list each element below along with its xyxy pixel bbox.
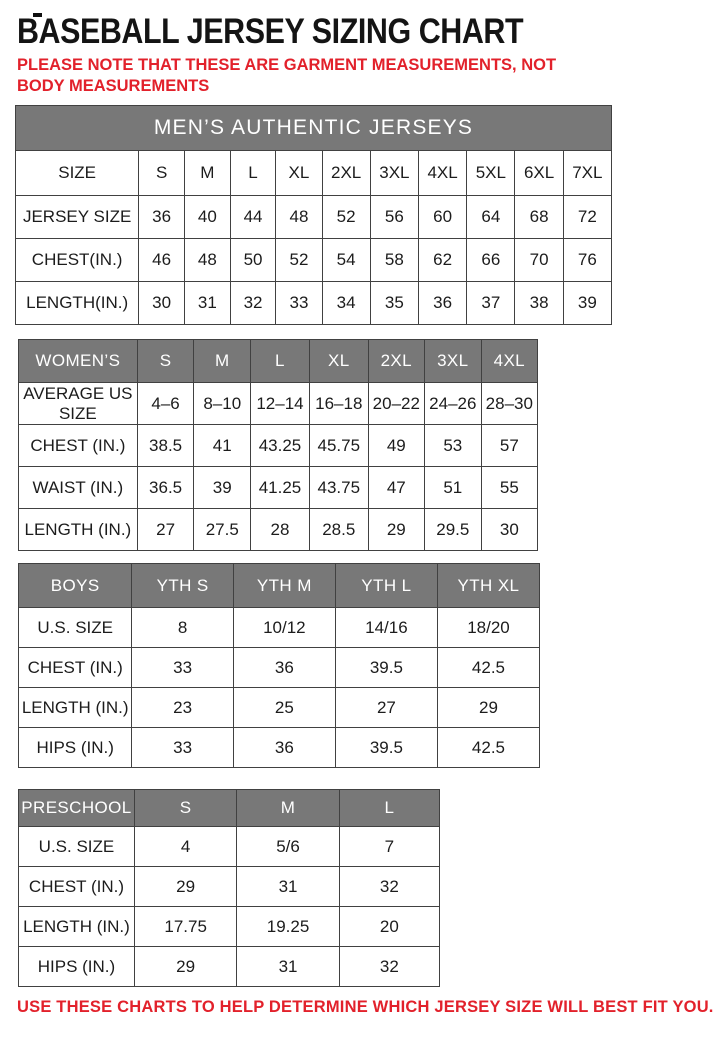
measurement-value-cell: 42.5 <box>437 648 539 688</box>
boys-sizing-table <box>18 563 540 768</box>
row-label-cell: U.S. SIZE <box>19 608 132 648</box>
boys-size-column-header: YTH XL <box>437 564 539 608</box>
page-title: BASEBALL JERSEY SIZING CHART <box>17 12 524 51</box>
measurement-value-cell: 20–22 <box>368 383 424 425</box>
measurement-value-cell: 33 <box>132 648 233 688</box>
measurement-value-cell: 36 <box>233 728 335 768</box>
sizing-chart-page <box>0 12 714 1017</box>
measurement-value-cell: 52 <box>276 239 322 282</box>
measurement-value-cell: 41.25 <box>251 467 310 509</box>
womens-size-column-header: M <box>194 340 251 383</box>
measurement-value-cell: 35 <box>370 282 418 325</box>
mens-size-column-header: M <box>184 151 230 196</box>
womens-sizing-table <box>18 339 538 551</box>
row-label-cell: WAIST (IN.) <box>19 467 138 509</box>
measurement-value-cell: 72 <box>563 196 611 239</box>
row-label-cell: CHEST (IN.) <box>19 648 132 688</box>
table-row <box>19 688 540 728</box>
table-row <box>16 239 612 282</box>
womens-size-column-header: L <box>251 340 310 383</box>
measurement-value-cell: 31 <box>237 867 339 907</box>
measurement-value-cell: 4–6 <box>137 383 194 425</box>
row-label-cell: LENGTH (IN.) <box>19 907 135 947</box>
measurement-value-cell: 66 <box>467 239 515 282</box>
boys-size-column-header: YTH S <box>132 564 233 608</box>
womens-size-column-header: 3XL <box>424 340 481 383</box>
mens-size-column-header: XL <box>276 151 322 196</box>
table-row <box>19 728 540 768</box>
table-row <box>19 509 538 551</box>
mens-size-column-header: 6XL <box>515 151 563 196</box>
mens-banner-row <box>16 106 612 151</box>
measurement-value-cell: 28 <box>251 509 310 551</box>
preschool-size-column-header: S <box>134 790 236 827</box>
measurement-value-cell: 53 <box>424 425 481 467</box>
measurement-value-cell: 43.75 <box>309 467 368 509</box>
measurement-value-cell: 48 <box>276 196 322 239</box>
measurement-value-cell: 14/16 <box>335 608 437 648</box>
measurement-value-cell: 24–26 <box>424 383 481 425</box>
measurement-value-cell: 36 <box>139 196 185 239</box>
measurement-value-cell: 10/12 <box>233 608 335 648</box>
measurement-value-cell: 28–30 <box>481 383 537 425</box>
measurement-value-cell: 25 <box>233 688 335 728</box>
measurement-value-cell: 62 <box>418 239 466 282</box>
measurement-value-cell: 7 <box>339 827 439 867</box>
measurement-value-cell: 18/20 <box>437 608 539 648</box>
table-row <box>19 907 440 947</box>
measurement-value-cell: 8 <box>132 608 233 648</box>
measurement-value-cell: 31 <box>237 947 339 987</box>
table-row <box>19 947 440 987</box>
measurement-value-cell: 8–10 <box>194 383 251 425</box>
row-label-cell: CHEST (IN.) <box>19 867 135 907</box>
measurement-value-cell: 50 <box>230 239 276 282</box>
measurement-value-cell: 40 <box>184 196 230 239</box>
preschool-sizing-table <box>18 789 440 987</box>
measurement-value-cell: 20 <box>339 907 439 947</box>
measurement-value-cell: 44 <box>230 196 276 239</box>
row-label-cell: JERSEY SIZE <box>16 196 139 239</box>
womens-size-column-header: S <box>137 340 194 383</box>
womens-header-row <box>19 340 538 383</box>
table-row <box>19 467 538 509</box>
measurement-value-cell: 29 <box>134 947 236 987</box>
preschool-header-row <box>19 790 440 827</box>
mens-size-column-header: 3XL <box>370 151 418 196</box>
measurement-value-cell: 57 <box>481 425 537 467</box>
measurement-value-cell: 30 <box>481 509 537 551</box>
measurement-value-cell: 39 <box>563 282 611 325</box>
measurement-value-cell: 60 <box>418 196 466 239</box>
row-label-cell: CHEST (IN.) <box>19 425 138 467</box>
measurement-value-cell: 39 <box>194 467 251 509</box>
row-label-cell: AVERAGE US SIZE <box>19 383 138 425</box>
measurement-value-cell: 36.5 <box>137 467 194 509</box>
garment-measurement-note: PLEASE NOTE THAT THESE ARE GARMENT MEASUREMENTS, NOT BODY MEASUREMENTS <box>17 56 557 95</box>
table-row <box>19 383 538 425</box>
boys-size-column-header: YTH M <box>233 564 335 608</box>
row-label-cell: HIPS (IN.) <box>19 728 132 768</box>
mens-sizing-table <box>15 105 612 325</box>
measurement-value-cell: 32 <box>230 282 276 325</box>
measurement-value-cell: 48 <box>184 239 230 282</box>
table-row <box>19 648 540 688</box>
measurement-value-cell: 23 <box>132 688 233 728</box>
preschool-size-column-header: M <box>237 790 339 827</box>
measurement-value-cell: 27 <box>335 688 437 728</box>
measurement-value-cell: 47 <box>368 467 424 509</box>
measurement-value-cell: 45.75 <box>309 425 368 467</box>
measurement-value-cell: 56 <box>370 196 418 239</box>
row-label-cell: LENGTH(IN.) <box>16 282 139 325</box>
measurement-value-cell: 51 <box>424 467 481 509</box>
measurement-value-cell: 28.5 <box>309 509 368 551</box>
measurement-value-cell: 58 <box>370 239 418 282</box>
mens-size-column-header: L <box>230 151 276 196</box>
measurement-value-cell: 70 <box>515 239 563 282</box>
boys-header-row <box>19 564 540 608</box>
measurement-value-cell: 41 <box>194 425 251 467</box>
measurement-value-cell: 29.5 <box>424 509 481 551</box>
measurement-value-cell: 27.5 <box>194 509 251 551</box>
womens-size-column-header: XL <box>309 340 368 383</box>
measurement-value-cell: 16–18 <box>309 383 368 425</box>
table-row <box>19 425 538 467</box>
measurement-value-cell: 19.25 <box>237 907 339 947</box>
measurement-value-cell: 32 <box>339 947 439 987</box>
row-label-cell: CHEST(IN.) <box>16 239 139 282</box>
measurement-value-cell: 36 <box>418 282 466 325</box>
measurement-value-cell: 54 <box>322 239 370 282</box>
measurement-value-cell: 64 <box>467 196 515 239</box>
table-row <box>16 282 612 325</box>
measurement-value-cell: 31 <box>184 282 230 325</box>
preschool-table-label: PRESCHOOL <box>19 790 135 827</box>
mens-size-column-header: S <box>139 151 185 196</box>
measurement-value-cell: 12–14 <box>251 383 310 425</box>
measurement-value-cell: 38 <box>515 282 563 325</box>
measurement-value-cell: 29 <box>134 867 236 907</box>
womens-size-column-header: 2XL <box>368 340 424 383</box>
mens-size-column-header: 2XL <box>322 151 370 196</box>
measurement-value-cell: 39.5 <box>335 648 437 688</box>
mens-banner-title: MEN’S AUTHENTIC JERSEYS <box>16 106 612 151</box>
measurement-value-cell: 30 <box>139 282 185 325</box>
measurement-value-cell: 34 <box>322 282 370 325</box>
table-row <box>16 196 612 239</box>
measurement-value-cell: 29 <box>368 509 424 551</box>
preschool-size-column-header: L <box>339 790 439 827</box>
boys-size-column-header: YTH L <box>335 564 437 608</box>
table-row <box>19 608 540 648</box>
measurement-value-cell: 55 <box>481 467 537 509</box>
measurement-value-cell: 36 <box>233 648 335 688</box>
womens-table-label: WOMEN’S <box>19 340 138 383</box>
measurement-value-cell: 32 <box>339 867 439 907</box>
boys-table-label: BOYS <box>19 564 132 608</box>
measurement-value-cell: 68 <box>515 196 563 239</box>
mens-size-column-header: 7XL <box>563 151 611 196</box>
row-label-cell: HIPS (IN.) <box>19 947 135 987</box>
measurement-value-cell: 38.5 <box>137 425 194 467</box>
row-label-cell: LENGTH (IN.) <box>19 688 132 728</box>
measurement-value-cell: 76 <box>563 239 611 282</box>
measurement-value-cell: 43.25 <box>251 425 310 467</box>
measurement-value-cell: 46 <box>139 239 185 282</box>
measurement-value-cell: 17.75 <box>134 907 236 947</box>
measurement-value-cell: 5/6 <box>237 827 339 867</box>
row-label-cell: U.S. SIZE <box>19 827 135 867</box>
measurement-value-cell: 42.5 <box>437 728 539 768</box>
mens-size-column-header: 4XL <box>418 151 466 196</box>
mens-header-row <box>16 151 612 196</box>
measurement-value-cell: 29 <box>437 688 539 728</box>
measurement-value-cell: 27 <box>137 509 194 551</box>
womens-size-column-header: 4XL <box>481 340 537 383</box>
measurement-value-cell: 4 <box>134 827 236 867</box>
measurement-value-cell: 39.5 <box>335 728 437 768</box>
row-label-cell: LENGTH (IN.) <box>19 509 138 551</box>
measurement-value-cell: 33 <box>276 282 322 325</box>
measurement-value-cell: 33 <box>132 728 233 768</box>
table-row <box>19 867 440 907</box>
mens-table-label: SIZE <box>16 151 139 196</box>
mens-size-column-header: 5XL <box>467 151 515 196</box>
fit-advice-note: USE THESE CHARTS TO HELP DETERMINE WHICH JERSEY SIZE WILL BEST FIT YOU. <box>17 998 714 1016</box>
table-row <box>19 827 440 867</box>
measurement-value-cell: 52 <box>322 196 370 239</box>
measurement-value-cell: 37 <box>467 282 515 325</box>
measurement-value-cell: 49 <box>368 425 424 467</box>
